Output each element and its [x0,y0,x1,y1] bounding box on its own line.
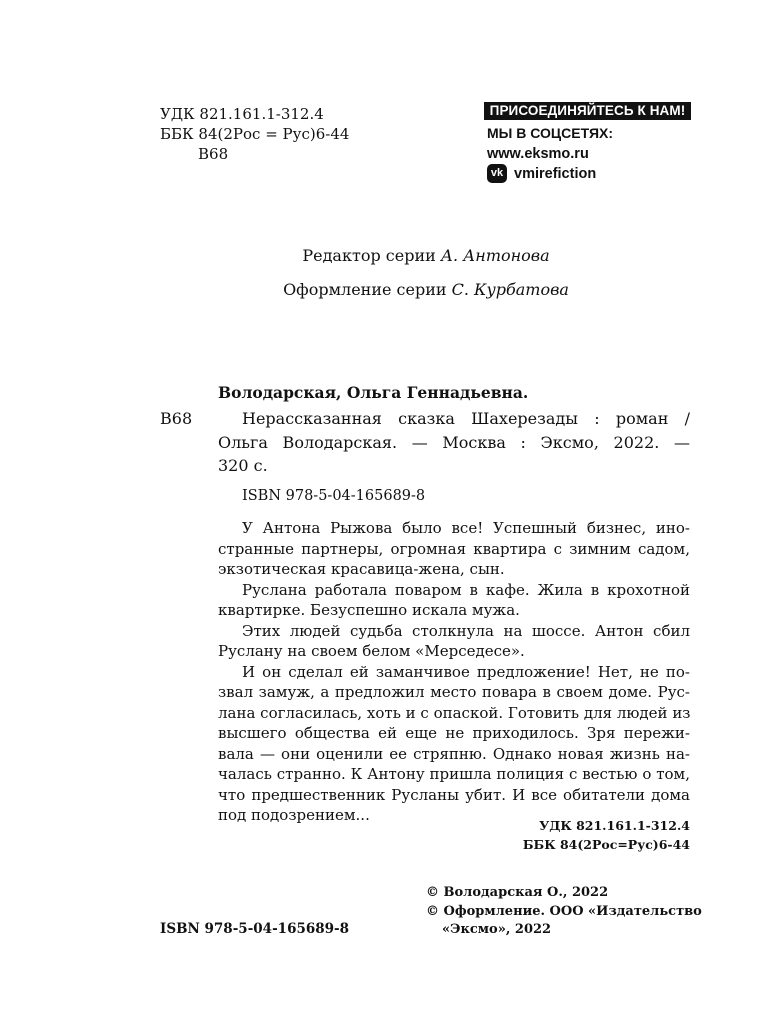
copyright-design-line-1: © Оформление. ООО «Издательство [426,904,702,919]
annotation-line: Руслана работала поваром в кафе. Жила в крохотной [242,580,690,599]
social-label: МЫ В СОЦСЕТЯХ: [487,125,614,141]
record-line-1: Нерассказанная сказка Шахерезады : роман / [242,409,690,428]
record-line-3: 320 с. [218,456,268,475]
vk-handle[interactable]: vmirefiction [514,166,597,182]
annotation-line: квартирке. Безуспешно искала мужа. [218,601,520,619]
annotation-line: звал замуж, а предложил место повара в своем доме. Рус- [218,683,690,701]
annotation-line: И он сделал ей заманчивое предложение! Нет, не по- [242,662,690,681]
annotation-line: под подозрением... [218,806,370,824]
annotation-line: вала — они оценили ее стряпню. Однако новая жизнь на- [218,744,690,763]
website-link[interactable]: www.eksmo.ru [487,146,589,162]
series-design-label: Оформление серии [283,280,447,299]
udk-code: УДК 821.161.1-312.4 [160,105,324,123]
annotation-line: Этих людей судьба столкнула на шоссе. Антон сбил [242,621,690,640]
annotation-line: Руслану на своем белом «Мерседесе». [218,642,525,660]
bbk-code-bottom: ББК 84(2Рос=Рус)6-44 [522,837,690,852]
record-line-2: Ольга Володарская. — Москва : Эксмо, 2022. — [218,433,690,452]
series-editor [0,245,768,267]
vk-icon: vk [487,164,507,183]
annotation-line: экзотическая красавица-жена, сын. [218,560,505,578]
annotation-line: высшего общества ей еще не приходилось. Зря пережи- [218,724,690,742]
annotation-line: чалась странно. К Антону пришла полиция с вестью о том, [218,765,690,783]
series-editor-label: Редактор серии [302,246,436,265]
annotation-line: странные партнеры, огромная квартира с зимним садом, [218,539,690,558]
copyright-design-line-2: «Эксмо», 2022 [442,922,552,937]
record-mark: В68 [160,409,193,428]
annotation-line: что предшественник Русланы убит. И все обитатели дома [218,785,690,804]
series-editor-name: А. Антонова [440,246,550,265]
copyright-author: © Володарская О., 2022 [426,885,609,900]
record-isbn: ISBN 978-5-04-165689-8 [242,488,426,504]
series-design [0,279,768,301]
series-design-name: С. Курбатова [451,280,569,299]
annotation-line: У Антона Рыжова было все! Успешный бизнес, ино- [242,519,690,537]
author-mark: В68 [198,145,229,163]
join-us-banner: ПРИСОЕДИНЯЙТЕСЬ К НАМ! [484,102,691,120]
annotation-line: лана согласилась, хоть и с опаской. Готовить для людей из [218,703,691,722]
udk-code-bottom: УДК 821.161.1-312.4 [539,818,690,833]
bbk-code: ББК 84(2Рос = Рус)6-44 [160,125,350,143]
footer-isbn: ISBN 978-5-04-165689-8 [160,921,350,937]
record-author: Володарская, Ольга Геннадьевна. [218,383,529,402]
